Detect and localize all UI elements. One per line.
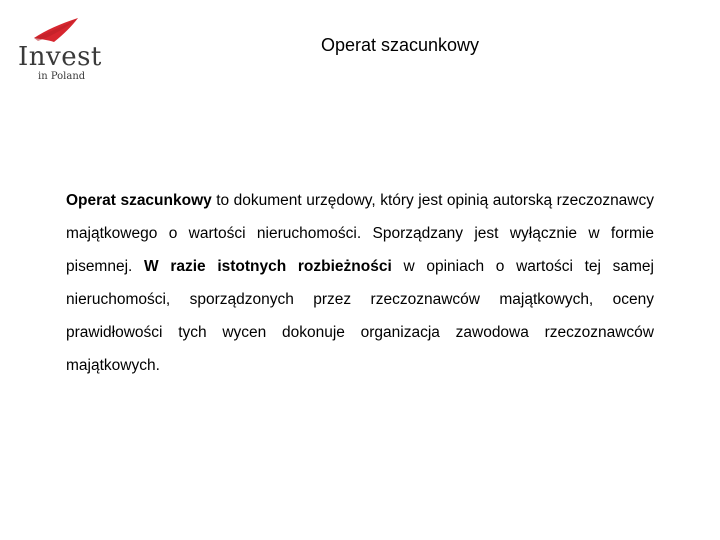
logo-subtitle: in Poland xyxy=(38,71,86,82)
slide-title: Operat szacunkowy xyxy=(320,35,480,55)
bold-term: Operat szacunkowy xyxy=(66,192,212,209)
definition-paragraph xyxy=(66,184,654,382)
logo-wordmark: Invest xyxy=(18,42,102,72)
paragraph-text-part2: w opiniach o wartości tej samej nieruchomości, sporządzonych przez rzeczoznawców majątkowych, oceny prawidłowości tych wycen dokonuje organizacja zawodowa rzeczoznawców majątkowych. xyxy=(66,258,654,374)
bold-phrase: W razie istotnych rozbieżności xyxy=(144,258,392,275)
invest-in-poland-logo xyxy=(16,14,100,84)
slide-title-container xyxy=(200,34,600,56)
paragraph-text-part1: to dokument urzędowy, który jest opinią autorską rzeczoznawcy majątkowego o wartości nieruchomości. Sporządzany jest wyłącznie w formie pisemnej. xyxy=(66,192,655,275)
